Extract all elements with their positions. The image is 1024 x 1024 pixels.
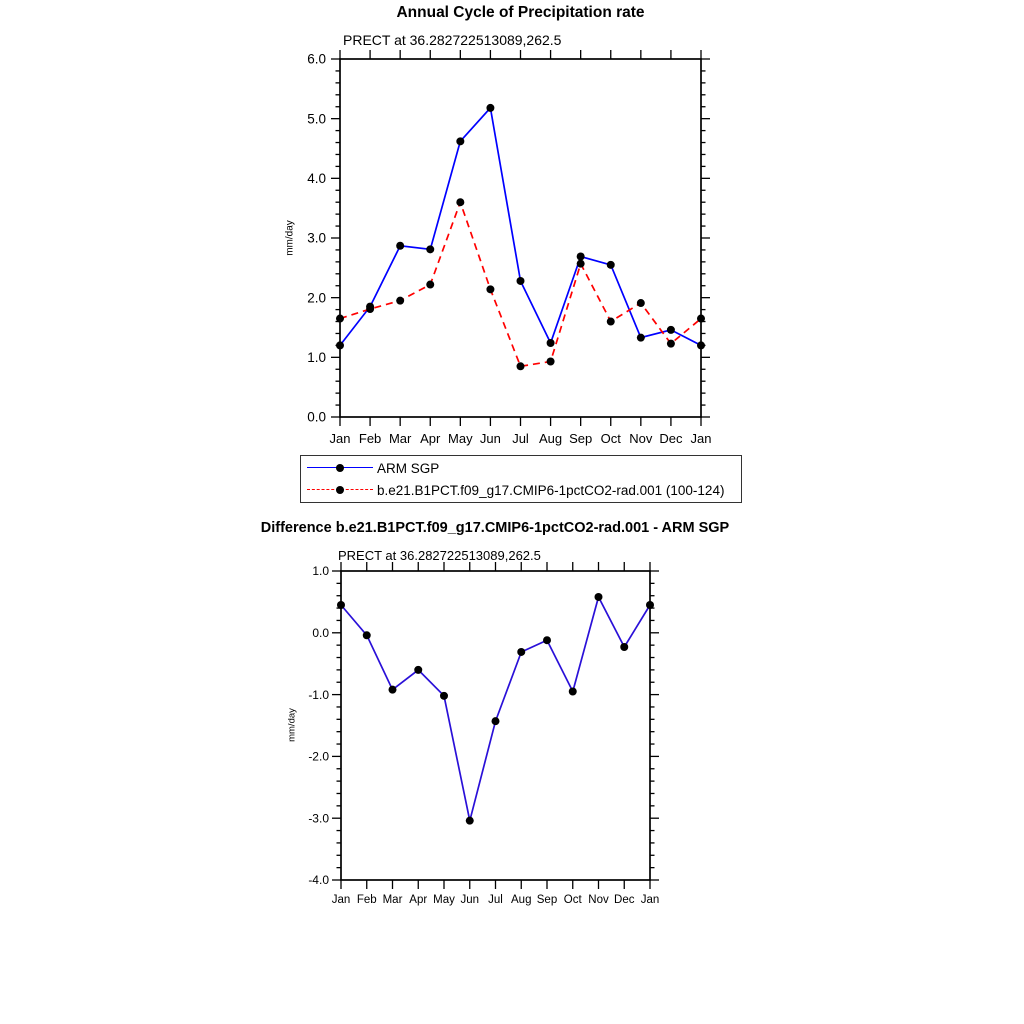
y-tick-label: 5.0 [307,111,326,127]
data-point [595,593,603,601]
annual-cycle-subtitle: PRECT at 36.282722513089,262.5 [343,32,562,48]
data-point [336,341,344,349]
y-tick-label: 1.0 [312,564,329,579]
x-tick-label: Oct [600,431,621,446]
model-marker-icon [336,486,344,494]
data-point [637,334,645,342]
data-point [456,137,464,145]
data-point [667,340,675,348]
legend [300,455,742,503]
data-point [366,305,374,313]
x-tick-label: Jan [329,431,351,446]
data-point [440,692,448,700]
y-tick-label: 0.0 [312,626,329,640]
y-tick-label: -1.0 [308,687,329,702]
difference-ylabel: mm/day [286,708,298,742]
x-tick-label: Jul [512,431,529,446]
x-tick-label: Sep [569,431,593,446]
legend-row-model [301,480,741,500]
model-line-sample [307,483,373,497]
data-point [492,717,500,725]
chart-group [308,562,659,906]
y-tick-label: 0.0 [307,409,326,425]
x-tick-label: Mar [382,894,403,906]
data-point [697,315,705,323]
y-tick-label: 1.0 [307,350,326,366]
data-point [569,688,577,696]
data-point [517,362,525,370]
data-point [577,252,585,260]
data-point [337,601,345,609]
x-tick-label: Jun [479,431,501,446]
x-tick-label: Dec [659,431,683,446]
x-tick-label: Feb [358,431,382,446]
y-tick-label: 6.0 [307,51,326,67]
data-point [486,285,494,293]
legend-row-obs [301,458,741,478]
x-tick-label: Sep [536,894,558,906]
x-tick-label: Mar [388,431,412,446]
data-point [646,601,654,609]
data-point [396,242,404,250]
x-tick-label: Aug [539,431,563,446]
series-line [341,597,650,821]
x-tick-label: Jan [690,431,712,446]
data-point [607,318,615,326]
data-point [396,297,404,305]
x-tick-label: May [448,431,473,446]
y-tick-label: -4.0 [308,873,329,888]
obs-marker-icon [336,464,344,472]
x-tick-label: May [433,894,455,906]
data-point [547,358,555,366]
x-tick-label: Feb [356,894,377,906]
legend-label-model: b.e21.B1PCT.f09_g17.CMIP6-1pctCO2-rad.001 (100-124) [377,482,725,498]
data-point [486,104,494,112]
y-tick-label: -3.0 [308,811,329,826]
x-tick-label: Dec [614,894,635,906]
data-point [697,341,705,349]
y-tick-label: -2.0 [308,749,329,764]
x-tick-label: Nov [629,431,653,446]
data-point [667,326,675,334]
data-point [517,648,525,656]
y-tick-label: 3.0 [307,230,326,246]
data-point [547,339,555,347]
axis-frame [341,571,650,880]
x-tick-label: Apr [409,894,428,906]
x-tick-label: Jun [460,894,480,906]
y-tick-label: 2.0 [307,290,326,306]
x-tick-label: Nov [588,894,609,906]
x-tick-label: Jan [640,894,660,906]
data-point [426,281,434,289]
x-tick-label: Jul [488,894,503,906]
difference-subtitle: PRECT at 36.282722513089,262.5 [338,548,541,563]
x-tick-label: Jan [331,894,351,906]
obs-line-sample [307,461,373,475]
data-point [466,817,474,825]
data-point [577,260,585,268]
legend-label-obs: ARM SGP [377,460,440,476]
annual-cycle-ylabel: mm/day [284,220,296,256]
data-point [517,277,525,285]
data-point [637,299,645,307]
x-tick-label: Oct [563,894,582,906]
annual-cycle-title: Annual Cycle of Precipitation rate [396,4,645,21]
chart-group [307,50,711,446]
data-point [543,636,551,644]
data-point [426,245,434,253]
data-point [620,643,628,651]
data-point [607,261,615,269]
data-point [456,198,464,206]
data-point [336,315,344,323]
y-tick-label: 4.0 [307,171,326,187]
data-point [389,686,397,694]
data-point [414,666,422,674]
x-tick-label: Apr [420,431,441,446]
x-tick-label: Aug [511,894,532,906]
data-point [363,631,371,639]
difference-title: Difference b.e21.B1PCT.f09_g17.CMIP6-1pctCO2-rad.001 - ARM SGP [260,520,730,536]
